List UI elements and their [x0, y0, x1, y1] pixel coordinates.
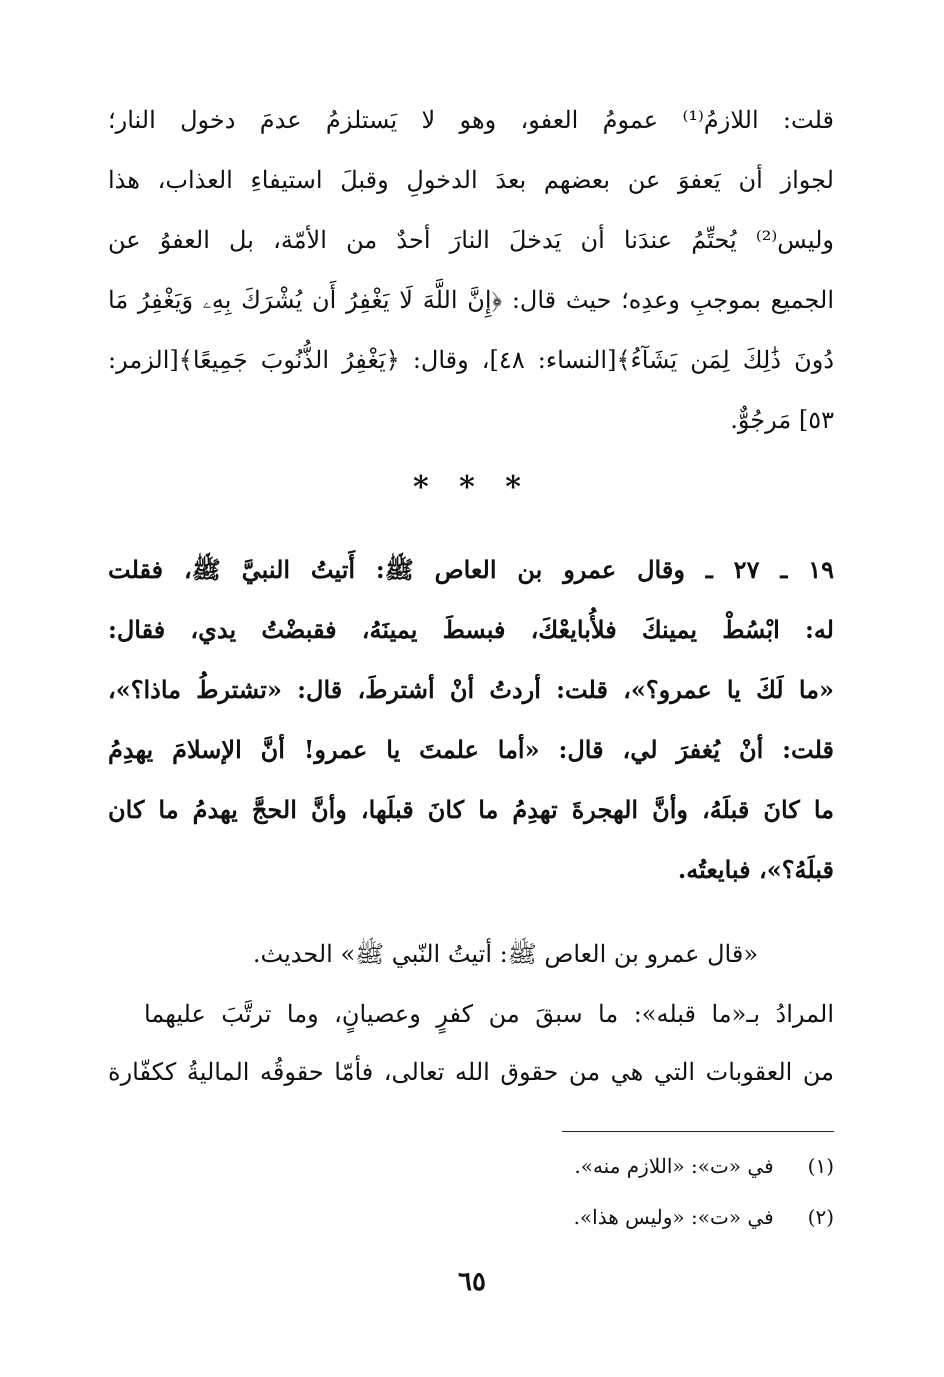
hadith-line: ١٩ ـ ٢٧ ـ وقال عمرو بن العاص ﷺ: أَتيتُ النبيَّ ﷺ، فقلت — [108, 555, 834, 584]
hadith-line: قلت: أنْ يُغفرَ لي، قال: «أما علمتَ يا عمرو! أنَّ الإسلامَ يهدِمُ — [108, 735, 834, 764]
footnote-divider — [562, 1131, 834, 1132]
page-number: ٦٥ — [458, 1267, 486, 1297]
commentary-line: المرادُ بـ«ما قبله»: ما سبقَ من كفرٍ وعصيانٍ، وما ترتَّبَ عليهما — [144, 1000, 834, 1028]
hadith-line: «ما لَكَ يا عمرو؟»، قلت: أردتُ أنْ أشترطَ، قال: «تشترطُ ماذا؟»، — [108, 675, 834, 704]
text-line: الجميع بموجبِ وعدِه؛ حيث قال: ﴿إِنَّ اللَّهَ لَا يَغْفِرُ أَن يُشْرَكَ بِهِۦ وَيَغْفِرُ مَا — [108, 286, 834, 314]
text-line: وليس⁽²⁾ يُحتِّمُ عندَنا أن يَدخلَ النارَ أحدٌ من الأمّة، بل العفوُ عن — [108, 226, 834, 254]
text-line: ٥٣] مَرجُوٌّ. — [730, 406, 834, 434]
text-line: قلت: اللازمُ⁽¹⁾ عمومُ العفو، وهو لا يَستلزمُ عدمَ دخول النار؛ — [108, 106, 835, 134]
footnote-text: في «ت»: «وليس هذا». — [573, 1205, 774, 1229]
commentary-line: من العقوبات التي هي من حقوق الله تعالى، فأمّا حقوقُه الماليةُ ككفّارة — [108, 1058, 834, 1086]
commentary-intro: «قال عمرو بن العاص ﷺ: أتيتُ النّبي ﷺ» الحديث. — [252, 940, 758, 968]
hadith-line: قبلَهُ؟»، فبايعتُه. — [677, 855, 834, 884]
footnote — [108, 1203, 834, 1231]
hadith-line: له: ابْسُطْ يمينكَ فلأُبايعْكَ، فبسطَ يمينَهُ، فقبضْتُ يدي، فقال: — [108, 615, 834, 644]
footnote-number: (٢) — [807, 1205, 834, 1229]
section-separator: * * * — [413, 470, 531, 505]
footnote-text: في «ت»: «اللازم منه». — [574, 1154, 774, 1178]
text-line: دُونَ ذَٰلِكَ لِمَن يَشَآءُ﴾[النساء: ٤٨]، وقال: ﴿يَغْفِرُ الذُّنُوبَ جَمِيعًا﴾[الزمر: — [108, 346, 834, 374]
hadith-line: ما كانَ قبلَهُ، وأنَّ الهجرةَ تهدِمُ ما كانَ قبلَها، وأنَّ الحجَّ يهدمُ ما كان — [108, 795, 835, 824]
footnote — [108, 1152, 834, 1180]
text-line: لجواز أن يَعفوَ عن بعضهم بعدَ الدخولِ وقبلَ استيفاءِ العذاب، هذا — [108, 166, 834, 194]
footnote-number: (١) — [807, 1154, 834, 1178]
